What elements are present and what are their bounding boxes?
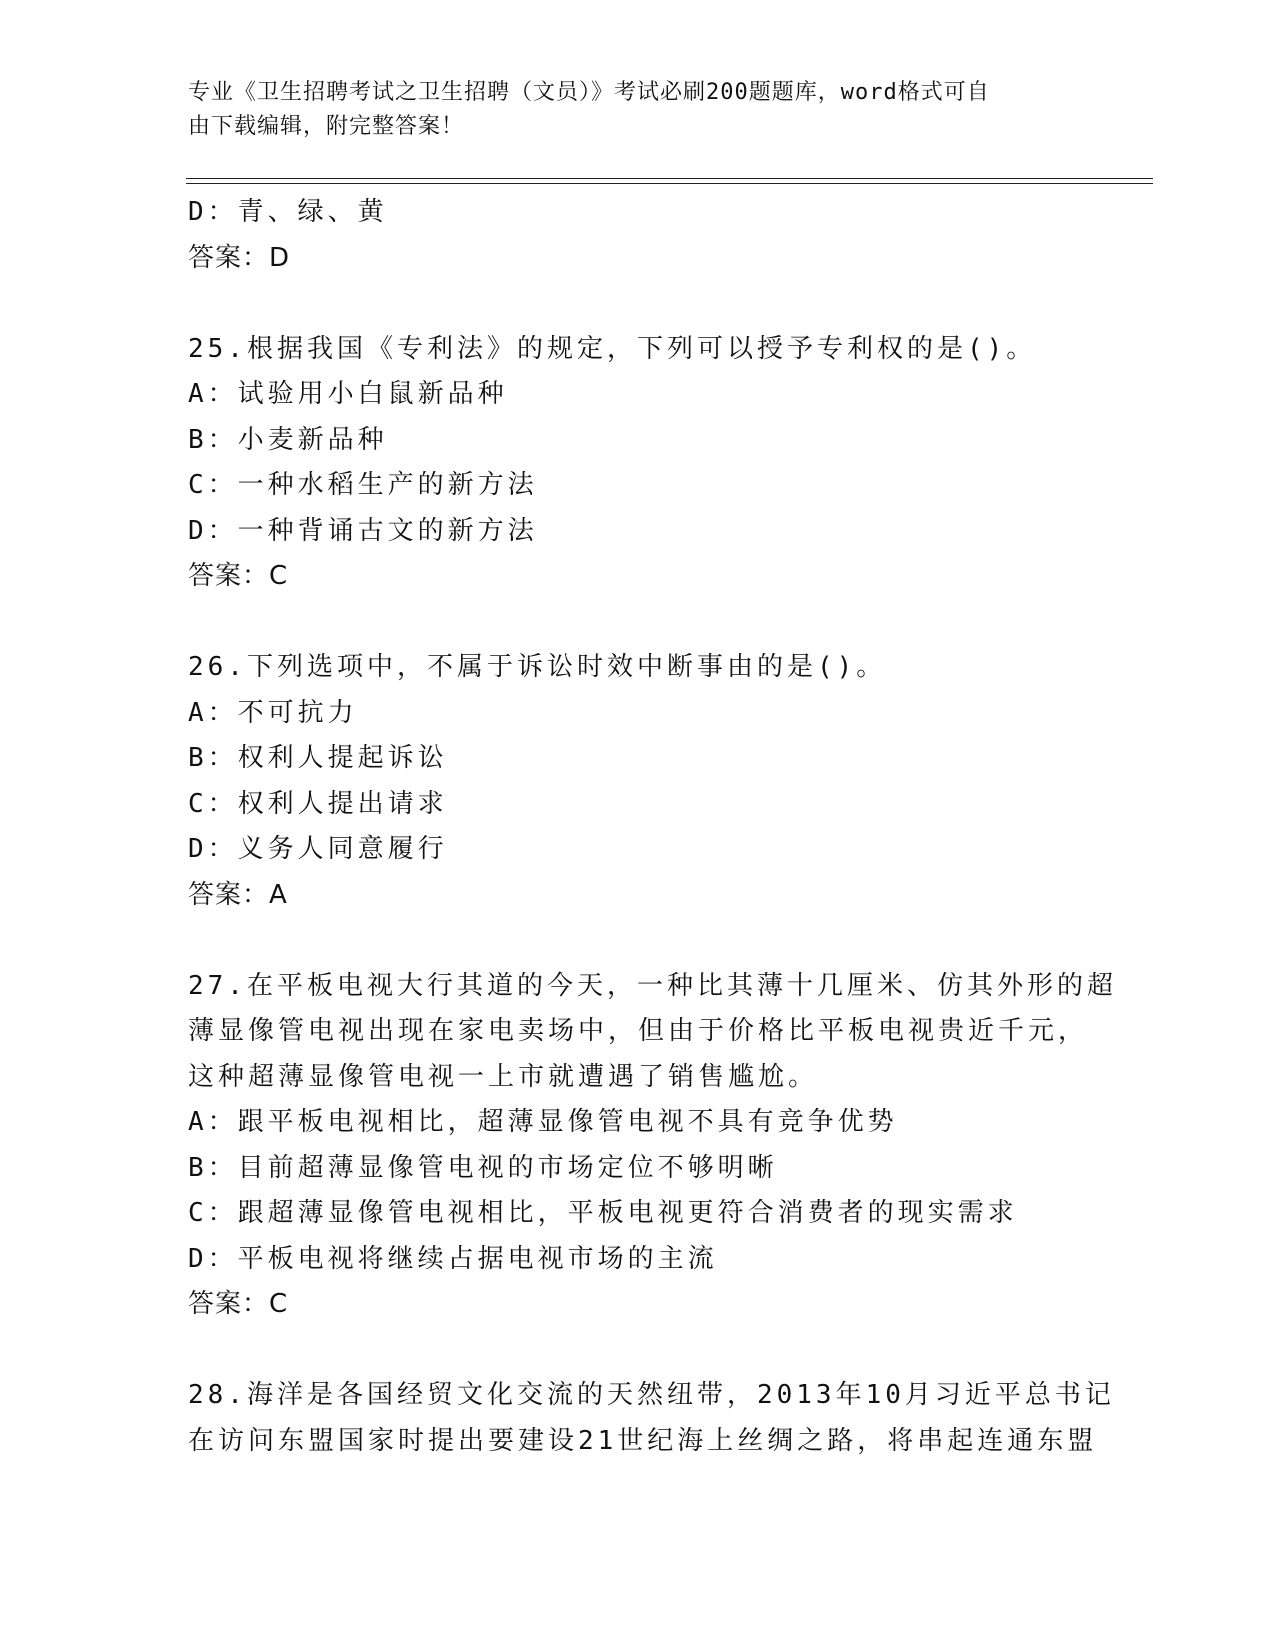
question-text: 26.下列选项中，不属于诉讼时效中断事由的是()。 <box>188 652 887 682</box>
spacer <box>188 281 1088 327</box>
question-text-line-3: 这种超薄显像管电视一上市就遭遇了销售尴尬。 <box>188 1061 819 1092</box>
answer: 答案：C <box>188 561 289 591</box>
question-27 <box>188 964 1117 1328</box>
option-b: B：权利人提起诉讼 <box>188 743 448 773</box>
option-c: C：跟超薄显像管电视相比，平板电视更符合消费者的现实需求 <box>188 1198 1018 1228</box>
option-d: D：平板电视将继续占据电视市场的主流 <box>188 1243 718 1274</box>
header-rule-bottom <box>186 183 1153 184</box>
question-28 <box>188 1373 1115 1464</box>
header-line-2: 由下载编辑，附完整答案！ <box>188 114 465 139</box>
prev-question-tail <box>188 190 1088 281</box>
spacer <box>188 918 1088 964</box>
question-text-line-1: 28.海洋是各国经贸文化交流的天然纽带，2013年10月习近平总书记 <box>188 1380 1115 1410</box>
option-a: A：不可抗力 <box>188 697 358 728</box>
question-text: 25.根据我国《专利法》的规定，下列可以授予专利权的是()。 <box>188 333 1037 364</box>
question-text-line-2: 薄显像管电视出现在家电卖场中，但由于价格比平板电视贵近千元， <box>188 1016 1089 1046</box>
answer: 答案：D <box>188 242 291 273</box>
question-25 <box>188 327 1088 600</box>
answer: 答案：A <box>188 879 288 910</box>
page-header <box>188 76 1078 144</box>
question-text-line-1: 27.在平板电视大行其道的今天，一种比其薄十几厘米、仿其外形的超 <box>188 970 1117 1001</box>
option-d: D：义务人同意履行 <box>188 834 448 864</box>
spacer <box>188 600 1088 646</box>
header-rule-top <box>186 178 1153 179</box>
option-b: B：目前超薄显像管电视的市场定位不够明晰 <box>188 1152 778 1183</box>
option-a: A：试验用小白鼠新品种 <box>188 379 508 409</box>
option-b: B：小麦新品种 <box>188 424 388 455</box>
option-d: D：一种背诵古文的新方法 <box>188 515 538 546</box>
question-26 <box>188 645 1088 918</box>
question-text-line-2: 在访问东盟国家时提出要建设21世纪海上丝绸之路，将串起连通东盟 <box>188 1425 1098 1456</box>
document-body <box>188 190 1117 1464</box>
header-line-1: 专业《卫生招聘考试之卫生招聘（文员）》考试必刷200题题库，word格式可自 <box>188 80 990 105</box>
option-a: A：跟平板电视相比，超薄显像管电视不具有竞争优势 <box>188 1107 898 1137</box>
option-c: C：权利人提出请求 <box>188 788 448 819</box>
spacer <box>188 1328 1088 1374</box>
option-d: D：青、绿、黄 <box>188 197 388 227</box>
option-c: C：一种水稻生产的新方法 <box>188 470 538 500</box>
answer: 答案：C <box>188 1289 289 1319</box>
